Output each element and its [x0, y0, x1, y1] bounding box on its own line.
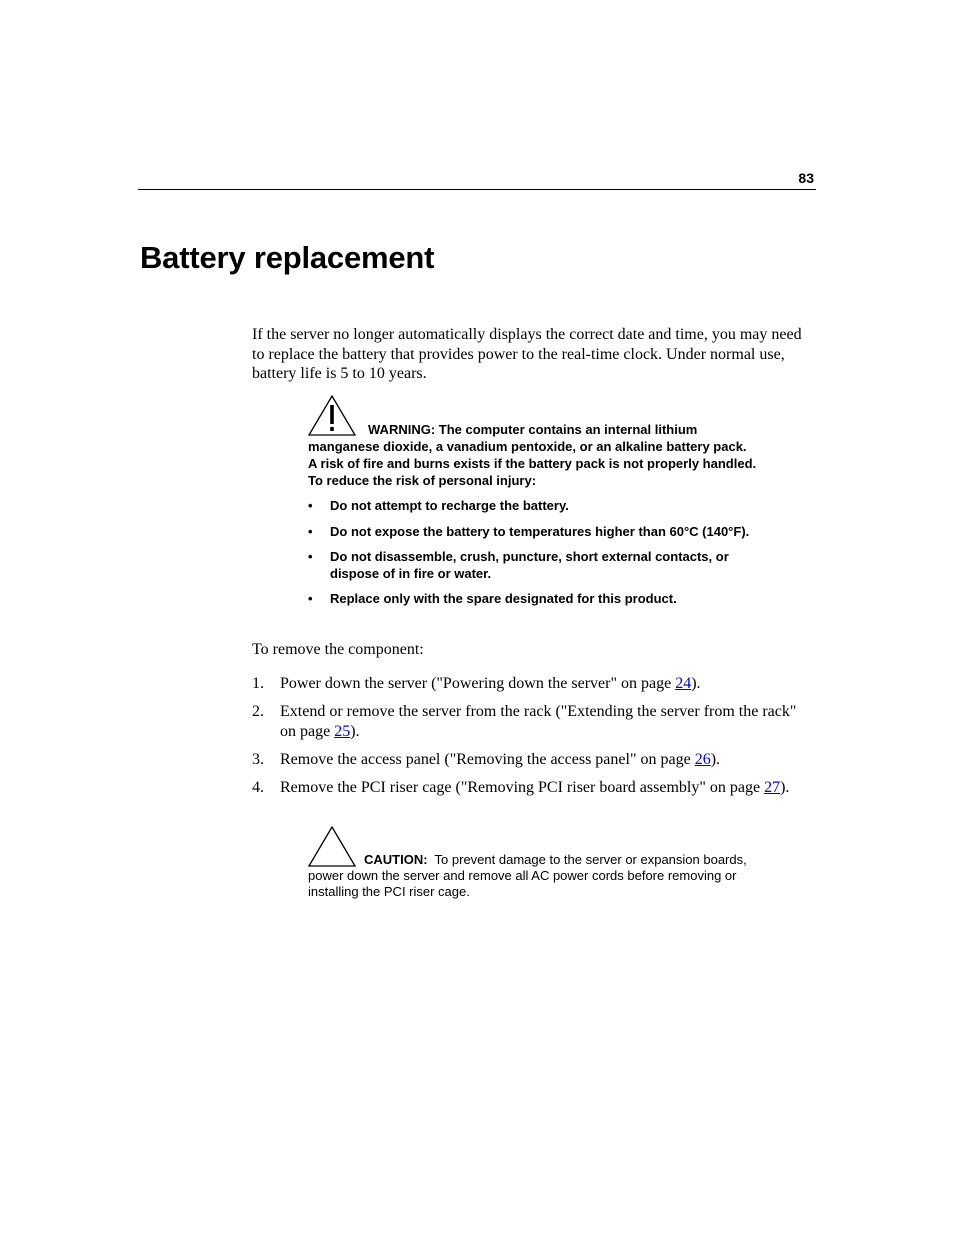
warning-text: WARNING: The computer contains an internal lithium manganese dioxide, a vanadium pentoxide, or an alkaline battery pack. A risk of fire and burns exists if the battery pack is not properly handled. To reduce the risk of personal injury:	[308, 422, 757, 488]
procedure-intro: To remove the component:	[252, 641, 424, 658]
warning-bullet-list	[308, 498, 758, 617]
step-number: 2.	[252, 703, 264, 720]
page-title: Battery replacement	[140, 240, 435, 275]
list-item	[252, 750, 812, 770]
step-number: 4.	[252, 779, 264, 796]
list-item: • Replace only with the spare designated for this product.	[308, 591, 677, 606]
step-text-end: ).	[780, 779, 790, 796]
page-link[interactable]: 27	[764, 779, 781, 796]
warning-box	[308, 395, 758, 489]
header-rule	[138, 189, 816, 190]
page-number: 83	[798, 170, 814, 186]
list-item: • Do not expose the battery to temperatures higher than 60°C (140°F).	[308, 523, 750, 539]
procedure-steps	[252, 674, 812, 806]
caution-text-block	[308, 826, 758, 900]
bullet-text: Replace only with the spare designated for this product.	[330, 591, 677, 606]
caution-label: CAUTION:	[364, 852, 428, 867]
list-item	[252, 674, 812, 694]
caution-text: To prevent damage to the server or expansion boards, power down the server and remove all AC power cords before removing or installing the PCI riser cage.	[308, 852, 747, 899]
list-item	[252, 778, 812, 798]
step-text: Extend or remove the server from the rack ("Extending the server from the rack" on page	[280, 703, 797, 740]
caution-box	[308, 826, 758, 900]
step-number: 3.	[252, 751, 264, 768]
page-link[interactable]: 25	[334, 723, 351, 740]
bullet-text: Do not disassemble, crush, puncture, short external contacts, or dispose of in fire or water.	[330, 549, 729, 581]
step-text: Power down the server ("Powering down the server" on page	[280, 675, 676, 692]
page-link[interactable]: 26	[694, 751, 711, 768]
bullet-text: Do not expose the battery to temperatures higher than 60°C (140°F).	[330, 523, 750, 539]
step-number: 1.	[252, 675, 264, 692]
list-item: • Do not attempt to recharge the battery.	[308, 498, 569, 513]
caution-triangle-icon	[308, 826, 356, 868]
bullet-text: Do not attempt to recharge the battery.	[330, 498, 569, 513]
step-text: Remove the access panel ("Removing the access panel" on page	[280, 751, 695, 768]
step-text-end: ).	[350, 723, 360, 740]
page-link[interactable]: 24	[675, 675, 692, 692]
list-item	[252, 702, 812, 742]
step-text-end: ).	[691, 675, 701, 692]
step-text-end: ).	[710, 751, 721, 768]
intro-paragraph: If the server no longer automatically displays the correct date and time, you may need to replace the battery that provides power to the real-time clock. Under normal use, battery life is 5 to 10 years.	[252, 326, 802, 382]
warning-triangle-exclamation-icon	[308, 395, 356, 437]
list-item: • Do not disassemble, crush, puncture, short external contacts, or dispose of in fire or water.	[308, 549, 729, 581]
step-text: Remove the PCI riser cage ("Removing PCI riser board assembly" on page	[280, 779, 765, 796]
